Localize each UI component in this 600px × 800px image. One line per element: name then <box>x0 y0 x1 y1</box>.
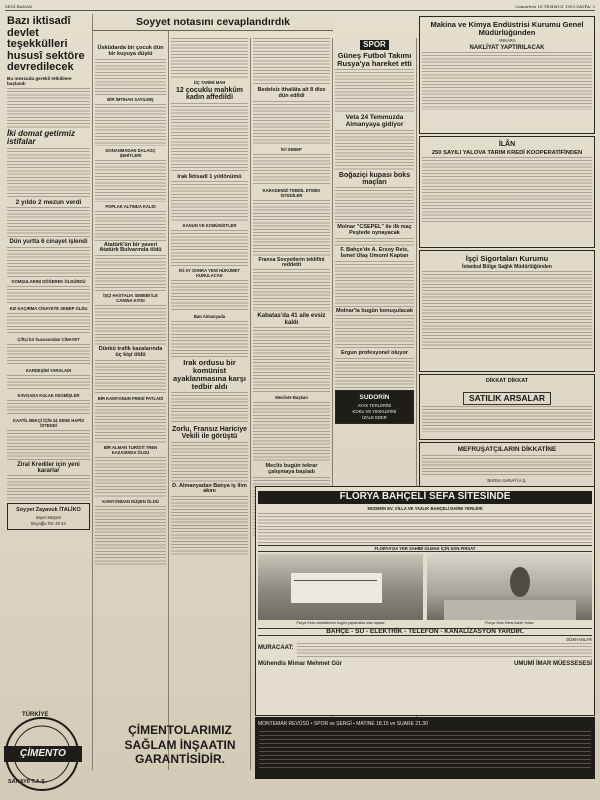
ad-florya-band: FLORYA'DA YER SAHİBİ OLMAK İÇİN SON FIRSAT <box>258 545 592 552</box>
ad-florya-title: FLORYA BAHÇELİ SEFA SİTESİNDE <box>258 491 592 504</box>
ad-satilik-arsa <box>419 374 595 440</box>
ad-florya-engineer: Mühendis Mimar Mehmet Gür <box>258 661 343 668</box>
ad-florya-shops: DÜKKANLAR <box>566 637 592 643</box>
article-body <box>335 238 414 246</box>
headline-pardon: 12 çocuklu mahkûm kadın affedildi <box>176 87 243 102</box>
headline-privatization: Bazı iktisadî devlet teşekkülleri hususî sektöre devredilecek <box>7 15 85 74</box>
ad-mefrusat-title: MEFRUŞATÇILARIN DİKKATİNE <box>457 446 557 453</box>
article-body <box>335 69 414 113</box>
ad-isci-sub: İstanbul Bölge Sağlık Müdürlüğünden <box>462 263 552 270</box>
photo-roads <box>427 554 592 620</box>
article-body <box>171 496 248 556</box>
headline-ataturk: Atatürk'ün bir yaveri Atatürk Bulvarında öldü <box>99 241 162 254</box>
headline-fransa: Fransa Sovyetlerin teklifini reddetti <box>258 256 325 268</box>
article-body <box>253 269 330 311</box>
headline-gunes: Güneş Futbol Takımı Rusya'ya hareket etti <box>337 51 412 69</box>
ad-body <box>422 455 592 477</box>
cimento-slogan <box>110 722 250 767</box>
article-body <box>7 286 90 304</box>
ad-makina-kimya <box>419 16 595 134</box>
subhead: BİR KAMYONUN FRENİ PATLADI <box>97 395 164 401</box>
article-body <box>171 38 248 78</box>
cimento-slogan-2: SAĞLAM İNŞAATIN <box>124 737 236 752</box>
article-body <box>95 104 166 146</box>
article-body <box>7 475 90 501</box>
ad-isci-title: İşçi Sigortaları Kurumu <box>465 254 549 263</box>
subhead: KAATİL BEKÇİ İÇİN 24 SENE HAPİS İSTENDİ <box>12 417 85 428</box>
ad-body <box>422 157 592 223</box>
article-body <box>95 305 166 345</box>
article-body <box>7 344 90 366</box>
headline-bedelsiz: Bedelsiz ithalâta ait 8 dize dün edildi <box>257 87 326 99</box>
article-body <box>335 261 414 307</box>
ad-dikkat: DİKKAT DİKKAT <box>485 378 529 384</box>
headline-trafik: Dünkü trafik kazalarında üç kişi öldü <box>98 346 163 358</box>
article-body <box>253 101 330 145</box>
folio-right: Cumartesi 18 TEMMUZ 1953 SAYFA: 3 <box>515 4 595 9</box>
photo-caption: Florya Sefa Sitesi Asfalt Yolları <box>485 620 534 625</box>
ad-sudorin-line: KOKU VE YIKIKLERİNİ <box>352 408 397 414</box>
article-body <box>95 403 166 443</box>
subhead: Mecliste Başkan <box>275 395 308 401</box>
article-body <box>171 392 248 424</box>
ad-florya-institution: UMUMİ İMAR MÜESSESESİ <box>513 661 592 668</box>
ads-column <box>419 14 595 520</box>
cimento-logo-text: ÇİMENTO <box>20 748 66 759</box>
column-1 <box>5 14 93 770</box>
ad-makina-sub: ANKARA <box>498 37 516 43</box>
ad-body <box>258 513 592 543</box>
ad-body <box>422 271 592 351</box>
headline-zorlu: Zorlu, Fransız Hariciye Vekili ile görüştü <box>171 425 248 441</box>
article-body <box>95 457 166 497</box>
headline-molnar: Molnar "CSEPEL" ile ilk maç Peştede oynayacak <box>337 224 412 237</box>
ad-makina-title: Makina ve Kimya Endüstrisi Kurumu Genel Müdürlüğünden <box>430 20 584 37</box>
subhead: KIZ KAÇIRMA CİNAYETE SEBEP OLDU <box>9 305 88 311</box>
cimento-slogan-3: GARANTİSİDİR. <box>135 752 225 767</box>
article-body <box>253 200 330 256</box>
article-body <box>335 315 414 349</box>
article-body <box>171 321 248 357</box>
article-body <box>335 187 414 223</box>
ad-cimento <box>0 700 600 800</box>
subhead: KARADENİZİ TEBDİL ETMEK İSTEDİLER <box>262 187 321 198</box>
subhead: BİR ALMAN TURİSTİ TREN KAZASINDA ÖLDÜ <box>103 444 158 455</box>
article-body <box>7 313 90 335</box>
headline-kabatas: Kabatas'da 41 aile evsiz kaldı <box>257 313 326 326</box>
article-body <box>7 207 90 237</box>
headline-mezun: 2 yıldo 2 mezun verdi <box>15 198 82 206</box>
article-body <box>171 181 248 221</box>
subhead: KARDEŞİNİ YARALADI <box>25 367 72 373</box>
article-body <box>253 38 330 86</box>
ad-body <box>297 643 592 659</box>
ad-sudorin <box>335 390 414 424</box>
headline-cinayet: Dün yurtta 6 cinayet işlendi <box>9 239 88 246</box>
folio-left: SEGİ BANAN <box>5 4 33 9</box>
headline-meclis: Meclis bugün tekrar çalışmaya başladı <box>265 463 318 475</box>
subhead: DONANMADAN DALAGÇ ŞEHİTLERİ <box>105 147 156 158</box>
subhead: Çiftçi bir hususundan CİNAYET <box>17 336 80 342</box>
headline-boks: Boğaziçi kupası boks maçları <box>338 171 411 187</box>
ad-italiko-title: Soyyet Zayavuk İTALİKO <box>16 507 81 514</box>
ad-italiko <box>7 503 90 530</box>
article-body <box>7 375 90 391</box>
headline-uskudar: Üsküdarda bir çocuk dün bir kuyuya düştü <box>97 45 164 57</box>
article-body <box>95 59 166 95</box>
ad-florya-photos <box>258 554 592 626</box>
headline-fbahce: F. Bahçe'de A. Ersoy Reis, İsmet Ulaş Umumî Kaptan <box>340 246 409 259</box>
article-body <box>95 360 166 394</box>
column-2 <box>93 14 169 770</box>
subhead: KAMYONDAN DÜŞEN ÖLDÜ <box>102 498 159 504</box>
ad-sudorin-line: İZALE EDER <box>362 414 387 420</box>
subhead: POPLAK ALTINDA KALDI <box>105 203 156 209</box>
ad-mefrusat <box>419 442 595 488</box>
article-body <box>335 358 414 388</box>
ad-florya-sub: MODERN EV, VİLLA VE YAZLIK BAHÇELİ DAİRE YERLERİ <box>367 505 483 511</box>
subhead: İŞÇİ HASTALIK SEBEBİ İLE CANINA KIYDI <box>103 293 158 304</box>
columns <box>5 14 595 770</box>
ad-yalova <box>419 136 595 248</box>
headline-kredi: Ziraî Krediler için yeni kararlar <box>17 461 80 474</box>
ad-isci-sigorta <box>419 250 595 372</box>
headline-ergun: Ergun profesyonel oluyor <box>341 350 408 357</box>
article-body <box>253 402 330 462</box>
ad-italiko-line: Sayın Müşteri <box>35 514 62 520</box>
ad-ilan-label: İLÂN <box>498 141 516 148</box>
ad-yalova-title: 250 SAYILI YALOVA TARIM KREDİ KOOPERATİFİNDEN <box>431 150 583 157</box>
headline-irak-yildonum: Irak İktisadî 1 yıldönümü <box>177 173 242 180</box>
subhead: KOMŞULARINI DÖĞEREK ÖLDÜRDÜ <box>11 278 86 284</box>
ad-italiko-line: Beyoğlu Tel: 49 34 <box>31 520 66 526</box>
column-3 <box>169 38 251 770</box>
subhead: KANUN VE KOMÜNİSTLER <box>182 223 237 229</box>
ad-sudorin-title: SUDORİN <box>359 394 390 402</box>
ad-makina-label: NAKLİYAT YAPTIRILACAK <box>469 44 545 51</box>
folio <box>5 4 595 11</box>
article-body <box>95 506 166 566</box>
headline-veta: Veta 24 Temmuzda Almanyaya gidiyor <box>345 114 404 128</box>
article-body <box>7 247 90 277</box>
headline-molnar-bugun: Molnar'la bugün konuşulacak <box>335 307 414 314</box>
ad-florya <box>255 486 595 716</box>
article-body <box>7 88 90 128</box>
article-body <box>7 148 90 198</box>
ad-satilik-title: SATILIK ARSALAR <box>463 392 551 405</box>
ad-florya-muracaat: MURACAAT: <box>258 645 294 652</box>
article-body <box>7 400 90 416</box>
subhead: ÜÇ TARİHİ MAH <box>193 80 226 85</box>
article-body <box>95 211 166 241</box>
subhead-privatization: Bu mevzuda gerekli tetkiklere başlandı <box>7 75 72 86</box>
ad-body <box>422 52 592 110</box>
cimento-slogan-1: ÇİMENTOLARIMIZ <box>128 723 232 737</box>
article-body <box>95 160 166 202</box>
article-body <box>171 442 248 482</box>
cimento-ring-top: TÜRKİYE <box>22 712 49 718</box>
photo-construction <box>258 554 423 620</box>
subhead: İKİ SEBEP <box>281 146 302 152</box>
subhead: BİR İMTİHAN SAYILMIŞ <box>107 96 154 102</box>
article-body <box>253 327 330 393</box>
ad-body <box>422 406 592 432</box>
article-body <box>95 255 166 291</box>
article-body <box>171 103 248 173</box>
subhead: Batı Almanyada <box>193 314 226 320</box>
article-body <box>7 430 90 460</box>
headline-domat: İki domat getirmiz istifalar <box>7 128 76 147</box>
ad-montemar-text: MONTEMAR REVÜSÜ • SPOR ve SERGİ • MATINE 18.15 ve SUARE 21.30 <box>258 721 428 727</box>
subhead: İKİ AY SONRA YENİ HÜKÜMET KURULACAK <box>179 268 240 279</box>
subhead: KAVGADA KULAK KESMİŞLER <box>17 392 80 398</box>
ad-florya-band2: BAHÇE - SU - ELEKTRİK - TELEFON - KANALİZASYON YARDIR. <box>258 628 592 637</box>
photo-caption: Florya Sefa mahallesinin bugün yapılmakta olan inşaatı <box>296 620 385 625</box>
article-body <box>171 280 248 312</box>
sports-badge: SPOR <box>335 40 414 50</box>
headline-d-almanya: D. Almanyadan Batıya iş ilim akını <box>172 482 247 495</box>
article-body <box>335 130 414 170</box>
headline-irak-ordusu: Irak ordusu bir komünist ayaklanmasına karşı tedbir aldı <box>173 358 246 392</box>
headline-soviet: Soyyet notasını cevaplandırdık <box>135 16 291 28</box>
ad-sudorin-line: AYAK TERLERİNİ <box>357 402 392 408</box>
article-body <box>171 230 248 266</box>
article-body <box>253 154 330 186</box>
headline-soviet-wrap <box>93 14 333 31</box>
ad-mefrusat-sub: BURSA SANAYİ A.Ş. <box>487 477 527 483</box>
cimento-ring-bottom: SANAYİİ T.A.Ş. <box>8 779 47 785</box>
